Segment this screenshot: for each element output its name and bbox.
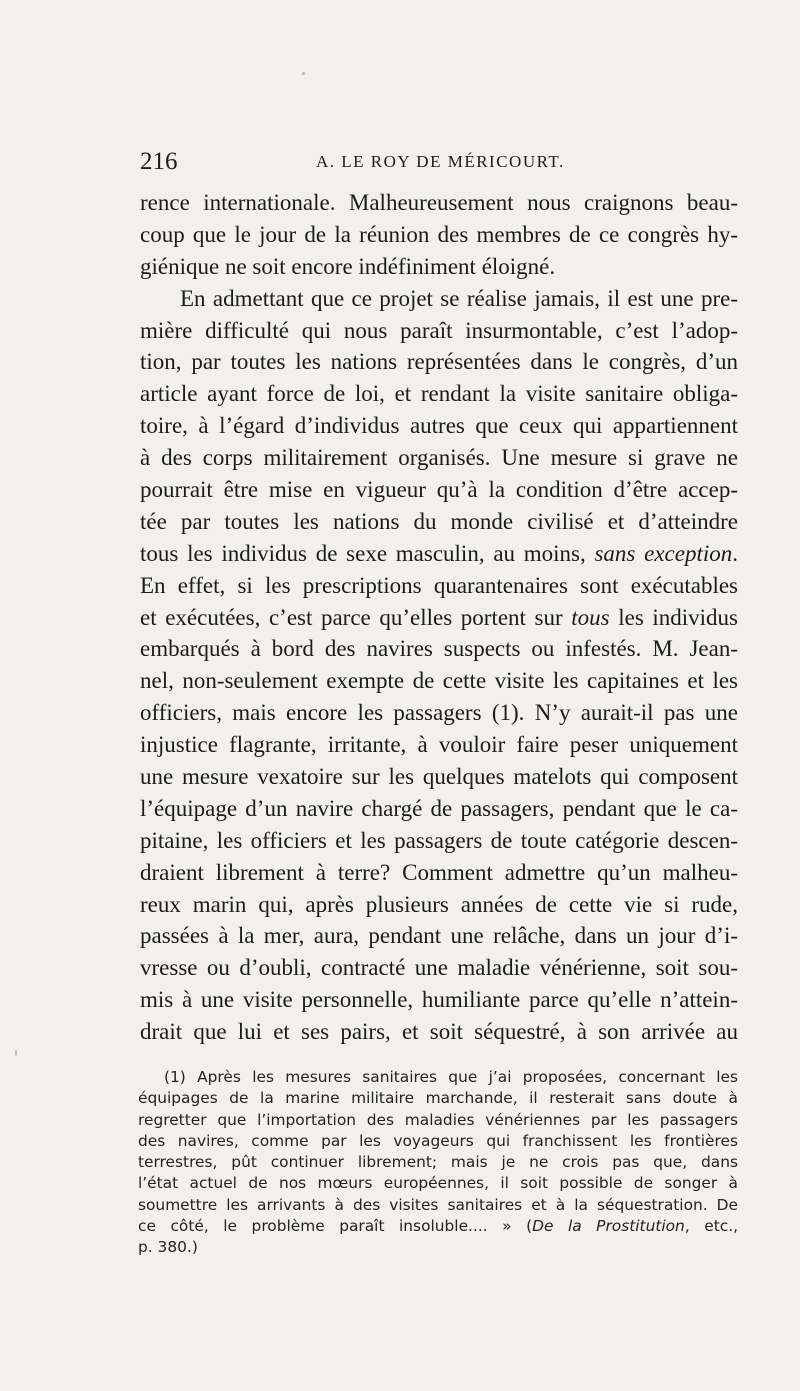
footnote-line: terrestres, pût continuer librement; mais je ne crois pas que, dans	[138, 1153, 738, 1172]
footnote-line: regretter que l’importation des maladies vénériennes par les passagers	[138, 1110, 738, 1129]
text-line: En effet, si les prescriptions quarantenaires sont exécutables	[140, 572, 738, 598]
text-line: l’équipage d’un navire chargé de passagers, pendant que le ca-	[140, 795, 738, 821]
text-line: pitaine, les officiers et les passagers de toute catégorie descen-	[140, 827, 738, 853]
text-line: mis à une visite personnelle, humiliante parce qu’elle n’attein-	[140, 987, 738, 1013]
text-line: officiers, mais encore les passagers (1). N’y aurait-il pas une	[140, 700, 738, 726]
emphasis-sans-exception: sans exception	[594, 540, 733, 566]
page-number: 216	[140, 148, 178, 175]
text-line: vresse ou d’oubli, contracté une maladie vénérienne, soit sou-	[140, 955, 738, 981]
footnote-line-with-emphasis: ce côté, le problème paraît insoluble.... » (De la Prostitution, etc.,	[138, 1217, 738, 1236]
page-header	[140, 148, 740, 182]
footnote-line: (1) Après les mesures sanitaires que j’ai proposées, concernant les	[164, 1068, 738, 1086]
text-line: rence internationale. Malheureusement nous craignons beau-	[140, 190, 738, 215]
emphasis-book-title: De la Prostitution	[532, 1217, 685, 1236]
text-line: article ayant force de loi, et rendant la visite sanitaire obliga-	[140, 381, 738, 407]
paper-speck	[15, 1050, 17, 1056]
text-line: tion, par toutes les nations représentées dans le congrès, d’un	[140, 349, 738, 375]
text-line: mière difficulté qui nous paraît insurmontable, c’est l’adop-	[140, 317, 738, 343]
text-line: à des corps militairement organisés. Une mesure si grave ne	[140, 445, 738, 471]
footnote-line: p. 380.)	[138, 1238, 198, 1257]
text-line: tée par toutes les nations du monde civilisé et d’atteindre	[140, 508, 738, 534]
footnote-line: des navires, comme par les voyageurs qui franchissent les frontières	[138, 1131, 738, 1150]
text-line: draient librement à terre? Comment admettre qu’un malheu-	[140, 859, 738, 885]
running-head: A. LE ROY DE MÉRICOURT.	[316, 152, 565, 171]
text-line: reux marin qui, après plusieurs années de cette vie si rude,	[140, 891, 738, 917]
paper-speck	[302, 72, 305, 75]
text-line: toire, à l’égard d’individus autres que ceux qui appartiennent	[140, 413, 738, 439]
text-line-with-emphasis: tous les individus de sexe masculin, au moins, sans exception.	[140, 540, 738, 566]
text-line: En admettant que ce projet se réalise jamais, il est une pre-	[180, 285, 738, 311]
text-line: embarqués à bord des navires suspects ou infestés. M. Jean-	[140, 636, 738, 662]
text-line: giénique ne soit encore indéfiniment éloigné.	[140, 253, 556, 279]
footnote-line: soumettre les arrivants à des visites sanitaires et à la séquestration. De	[138, 1195, 738, 1214]
emphasis-tous: tous	[571, 604, 610, 630]
text-line: coup que le jour de la réunion des membres de ce congrès hy-	[140, 221, 738, 247]
text-line: pourrait être mise en vigueur qu’à la condition d’être accep-	[140, 477, 738, 503]
footnote	[138, 1067, 738, 1259]
footnote-line: l’état actuel de nos mœurs européennes, il soit possible de songer à	[138, 1174, 738, 1193]
text-line: passées à la mer, aura, pendant une relâche, dans un jour d’i-	[140, 923, 738, 949]
text-line: drait que lui et ses pairs, et soit séquestré, à son arrivée au	[140, 1019, 738, 1045]
footnote-line: équipages de la marine militaire marchande, il resterait sans doute à	[138, 1089, 738, 1108]
main-text	[140, 187, 738, 1048]
text-line-with-emphasis: et exécutées, c’est parce qu’elles portent sur tous les individus	[140, 604, 738, 630]
text-line: nel, non-seulement exempte de cette visite les capitaines et les	[140, 668, 738, 694]
text-line: une mesure vexatoire sur les quelques matelots qui composent	[140, 764, 738, 790]
text-line: injustice flagrante, irritante, à vouloir faire peser uniquement	[140, 732, 738, 758]
